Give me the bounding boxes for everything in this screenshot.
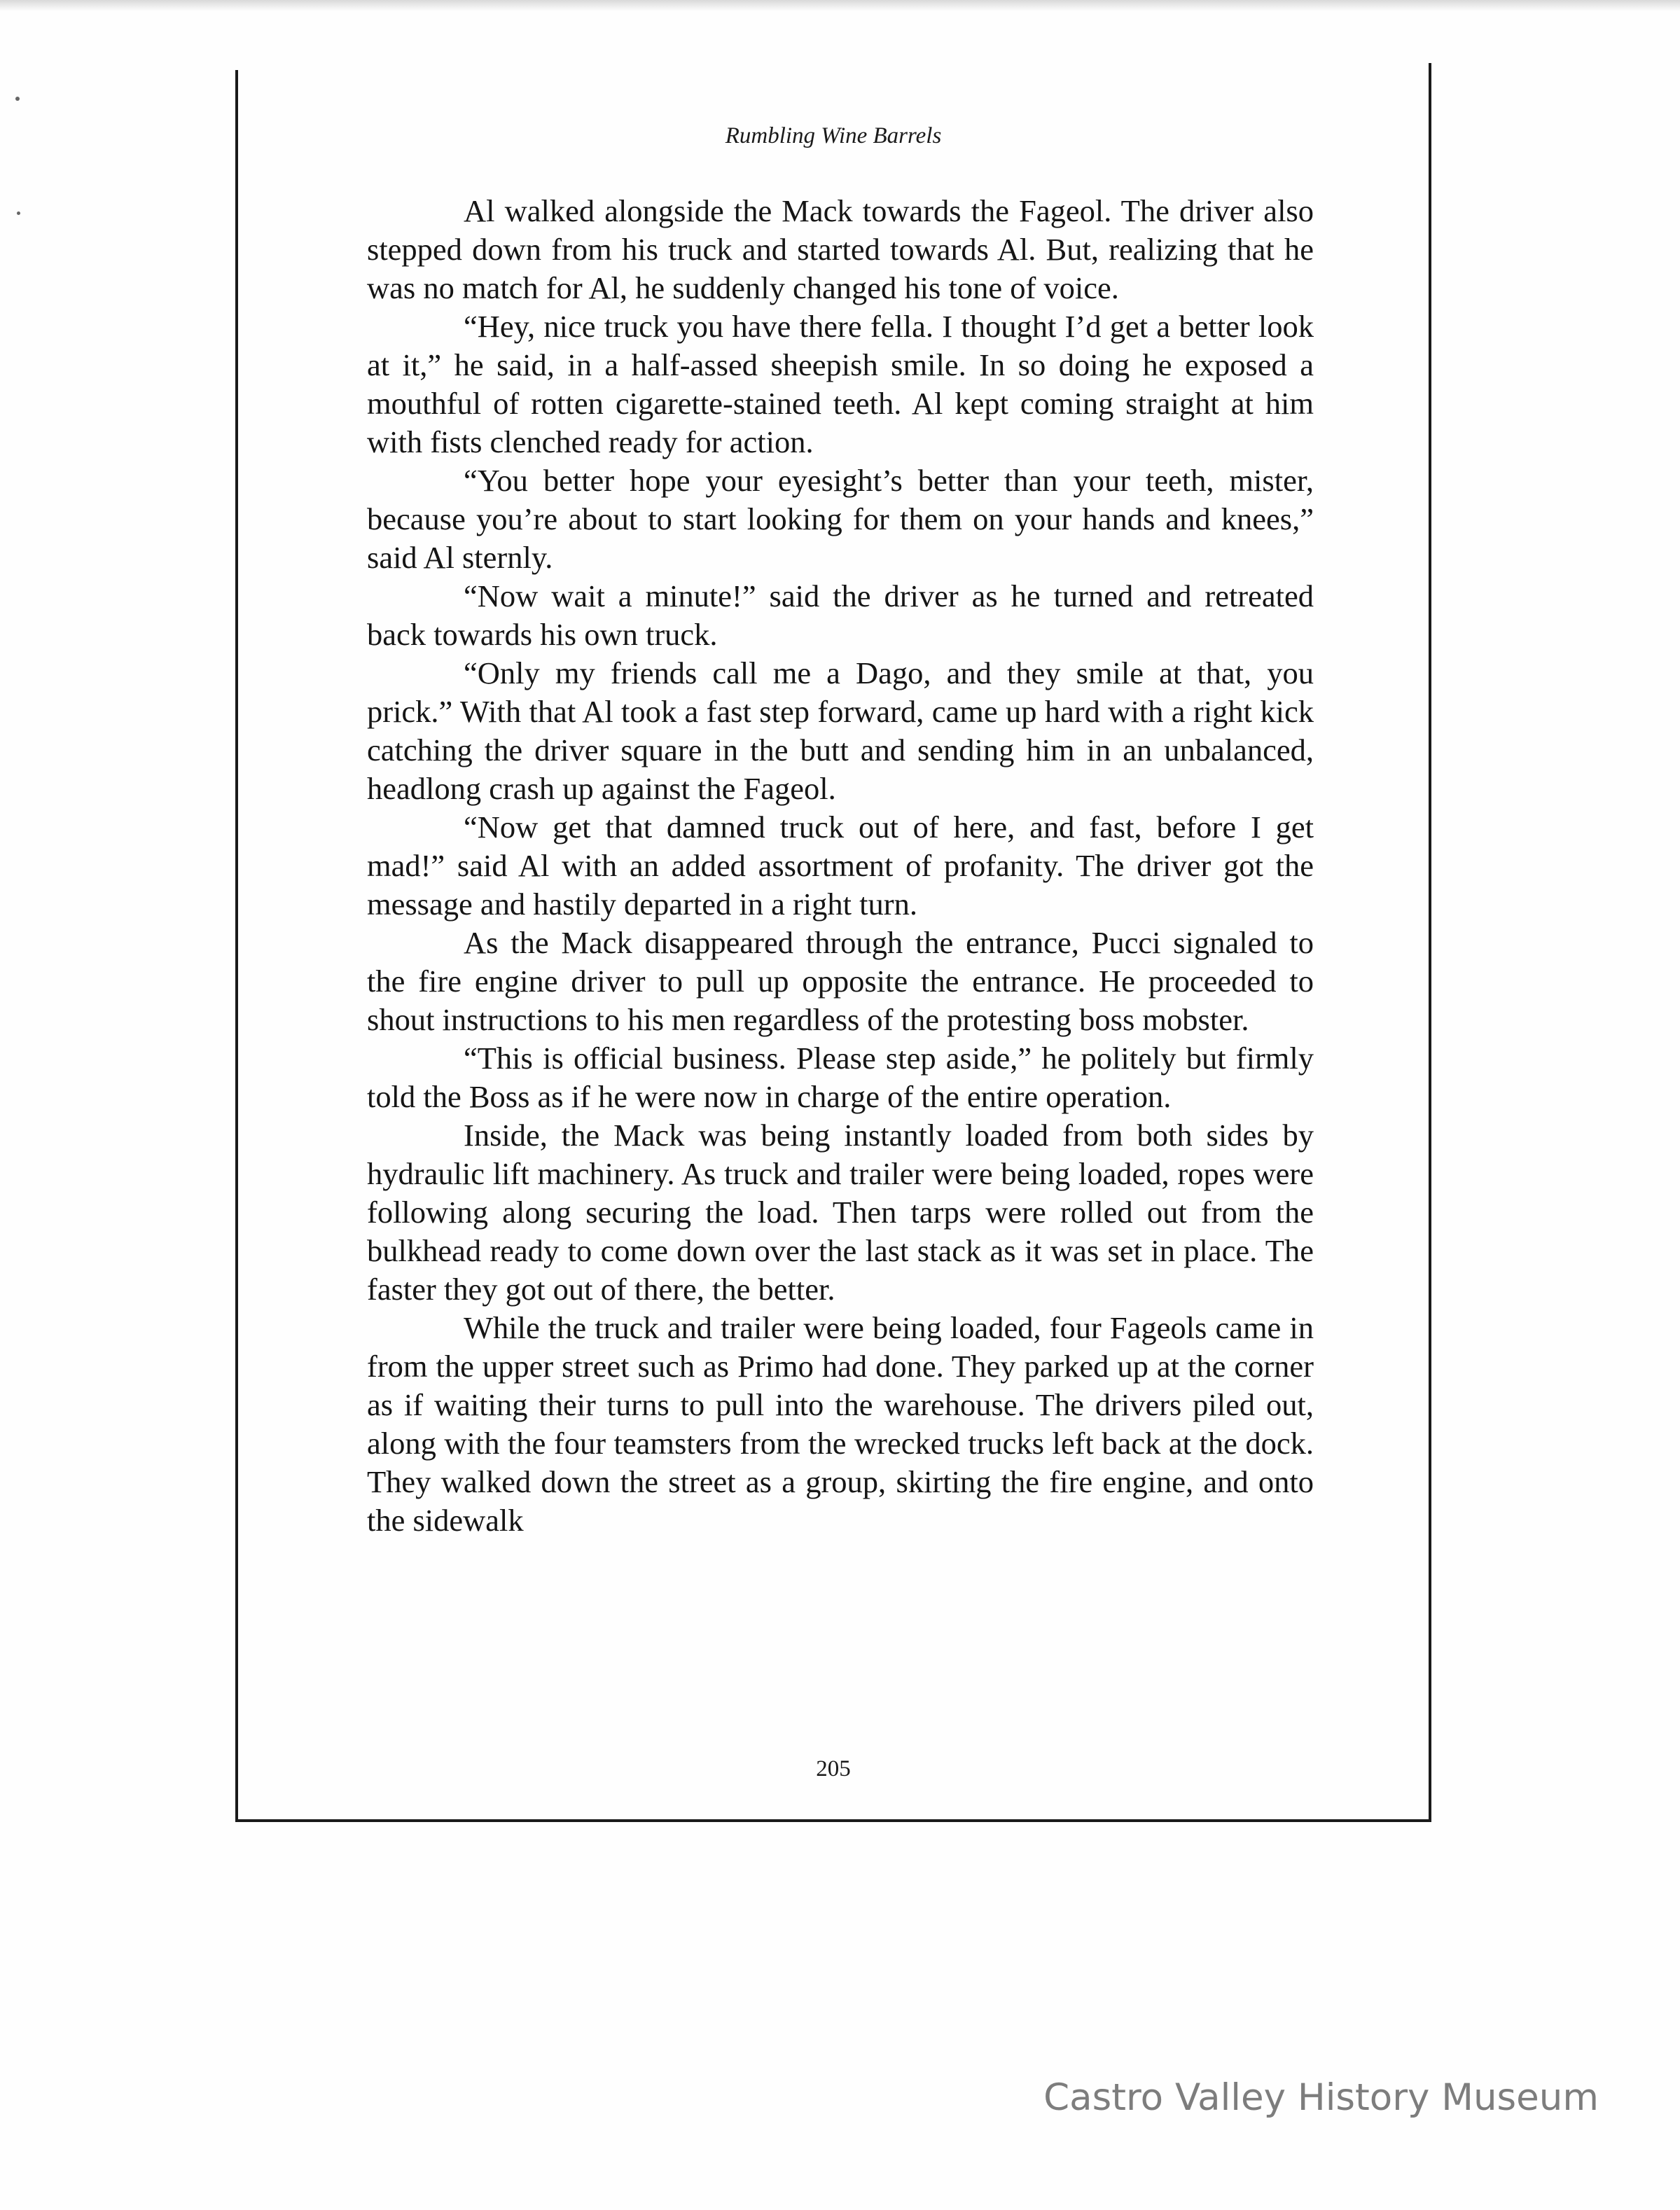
paragraph: While the truck and trailer were being loaded, four Fageols came in from the upper street such as Primo had done. They parked up at the corner as if waiting their turns to pull into the warehouse. The drivers piled out, along with the four teamsters from the wrecked trucks left back at the dock. They walked down the street as a group, skirting the fire engine, and onto the sidewalk — [367, 1310, 1314, 1538]
dust-speck — [15, 97, 20, 101]
museum-watermark: Castro Valley History Museum — [1043, 2076, 1599, 2119]
body-text — [367, 192, 1314, 1540]
paragraph: “Only my friends call me a Dago, and they smile at that, you prick.” With that Al took a fast step forward, came up hard with a right kick catching the driver square in the butt and sending him in an unbalanced, headlong crash up against the Fageol. — [367, 655, 1314, 806]
paragraph: “Hey, nice truck you have there fella. I thought I’d get a better look at it,” he said, in a half-assed sheepish smile. In so doing he exposed a mouthful of rotten cigarette-stained teeth. Al kept coming straight at him with fists clenched ready for action. — [367, 309, 1314, 459]
page-frame-right-rule — [1429, 63, 1431, 1822]
dust-speck — [17, 211, 20, 215]
paragraph: As the Mack disappeared through the entrance, Pucci signaled to the fire engine driver to pull up opposite the entrance. He proceeded to shout instructions to his men regardless of the protesting boss mobster. — [367, 925, 1314, 1037]
scan-edge-shadow — [0, 0, 1680, 11]
paragraph: “You better hope your eyesight’s better than your teeth, mister, because you’re about to start looking for them on your hands and knees,” said Al sternly. — [367, 463, 1314, 575]
page-frame-bottom-rule — [235, 1819, 1431, 1822]
paragraph: Al walked alongside the Mack towards the Fageol. The driver also stepped down from his truck and started towards Al. But, realizing that he was no match for Al, he suddenly changed his tone of voice. — [367, 193, 1314, 305]
paragraph: “Now get that damned truck out of here, and fast, before I get mad!” said Al with an added assortment of profanity. The driver got the message and hastily departed in a right turn. — [367, 809, 1314, 922]
paragraph: “This is official business. Please step aside,” he politely but firmly told the Boss as if he were now in charge of the entire operation. — [367, 1041, 1314, 1114]
page-frame-left-rule — [235, 70, 238, 1822]
paragraph: “Now wait a minute!” said the driver as he turned and retreated back towards his own truck. — [367, 578, 1314, 652]
paragraph: Inside, the Mack was being instantly loaded from both sides by hydraulic lift machinery. As truck and trailer were being loaded, ropes were following along securing the load. Then tarps were rolled out from the bulkhead ready to come down over the last stack as it was set in place. The faster they got out of there, the better. — [367, 1118, 1314, 1307]
running-head: Rumbling Wine Barrels — [725, 123, 942, 148]
page-number: 205 — [816, 1756, 851, 1781]
